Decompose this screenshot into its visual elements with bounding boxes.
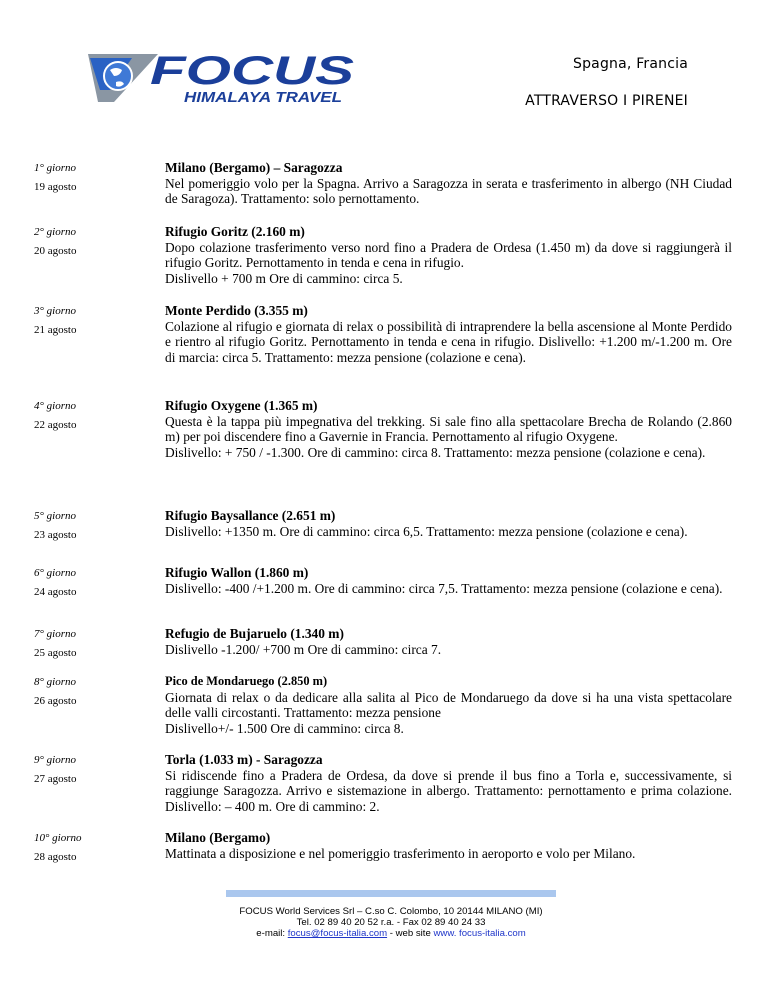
footer xyxy=(226,890,556,939)
day-date: 26 agosto xyxy=(34,695,77,707)
day-date: 24 agosto xyxy=(34,586,77,598)
day-text: Dopo colazione trasferimento verso nord fino a Pradera de Ordesa (1.450 m) da dove si raggiungerà il rifugio Goritz. Pernottamento in tenda e cena in rifugio. xyxy=(165,239,732,271)
day-number: 6° giorno xyxy=(34,567,76,579)
day-title: Torla (1.033 m) - Saragozza xyxy=(165,752,323,767)
header-country: Spagna, Francia xyxy=(573,56,688,72)
day-number: 7° giorno xyxy=(34,628,76,640)
day-title: Rifugio Goritz (2.160 m) xyxy=(165,224,305,239)
day-date: 19 agosto xyxy=(34,181,77,193)
day-number: 8° giorno xyxy=(34,676,76,688)
day-text: Dislivello: + 750 / -1.300. Ore di cammino: circa 8. Trattamento: mezza pensione (colazione e cena). xyxy=(165,444,706,460)
footer-web-label: - web site xyxy=(387,928,434,939)
day-number: 10° giorno xyxy=(34,832,82,844)
day-date: 23 agosto xyxy=(34,529,77,541)
day-text: Mattinata a disposizione e nel pomeriggio trasferimento in aeroporto e volo per Milano. xyxy=(165,845,636,861)
day-text: Dislivello + 700 m Ore di cammino: circa 5. xyxy=(165,270,403,286)
day-text: Dislivello: -400 /+1.200 m. Ore di cammino: circa 7,5. Trattamento: mezza pensione (colazione e cena). xyxy=(165,580,723,596)
day-number: 3° giorno xyxy=(34,305,76,317)
day-text: Colazione al rifugio e giornata di relax o possibilità di intraprendere la bella ascensione al Monte Perdido e rientro al rifugio Goritz. Pernottamento in tenda e cena in rifugio. Dislivello: +1.200 m/-1.200 m. Ore di marcia: circa 5. Trattamento: mezza pensione (colazione e cena). xyxy=(165,318,732,365)
footer-bar xyxy=(226,890,556,897)
day-title: Rifugio Wallon (1.860 m) xyxy=(165,565,309,580)
day-text: Dislivello -1.200/ +700 m Ore di cammino: circa 7. xyxy=(165,641,442,657)
day-title: Pico de Mondaruego (2.850 m) xyxy=(165,674,328,688)
day-number: 5° giorno xyxy=(34,510,76,522)
footer-contacts xyxy=(226,928,556,939)
day-number: 4° giorno xyxy=(34,400,76,412)
logo-himalaya-travel-text: HIMALAYA TRAVEL xyxy=(184,89,342,106)
day-number: 9° giorno xyxy=(34,754,76,766)
day-date: 28 agosto xyxy=(34,851,77,863)
day-date: 22 agosto xyxy=(34,419,77,431)
day-date: 21 agosto xyxy=(34,324,77,336)
footer-web-link[interactable]: www. focus-italia.com xyxy=(433,928,526,939)
day-number: 1° giorno xyxy=(34,162,76,174)
footer-address: FOCUS World Services Srl – C.so C. Colombo, 10 20144 MILANO (MI) xyxy=(239,906,543,917)
day-date: 20 agosto xyxy=(34,245,77,257)
day-text: Dislivello+/- 1.500 Ore di cammino: circa 8. xyxy=(165,720,404,736)
day-title: Rifugio Oxygene (1.365 m) xyxy=(165,398,318,413)
footer-email-link[interactable]: focus@focus-italia.com xyxy=(287,928,388,939)
day-text: Questa è la tappa più impegnativa del trekking. Si sale fino alla spettacolare Brecha de Rolando (2.860 m) per poi discendere fino a Gavernie in Francia. Pernottamento al rifugio Oxygene. xyxy=(165,413,732,445)
day-date: 27 agosto xyxy=(34,773,77,785)
header-title: ATTRAVERSO I PIRENEI xyxy=(525,93,688,109)
focus-himalaya-travel-logo xyxy=(88,50,360,106)
day-title: Rifugio Baysallance (2.651 m) xyxy=(165,508,336,523)
day-title: Monte Perdido (3.355 m) xyxy=(165,303,308,318)
day-text: Dislivello: +1350 m. Ore di cammino: circa 6,5. Trattamento: mezza pensione (colazione e cena). xyxy=(165,523,688,539)
day-title: Milano (Bergamo) – Saragozza xyxy=(165,160,343,175)
day-title: Refugio de Bujaruelo (1.340 m) xyxy=(165,626,344,641)
day-title: Milano (Bergamo) xyxy=(165,830,271,845)
footer-email-label: e-mail: xyxy=(256,928,288,939)
day-text: Giornata di relax o da dedicare alla salita al Pico de Mondaruego da dove si ha una vista spettacolare delle valli circostanti. Trattamento: mezza pensione xyxy=(165,689,732,721)
day-date: 25 agosto xyxy=(34,647,77,659)
day-number: 2° giorno xyxy=(34,226,76,238)
day-text: Nel pomeriggio volo per la Spagna. Arrivo a Saragozza in serata e trasferimento in albergo (NH Ciudad de Saragoza). Trattamento: solo pernottamento. xyxy=(165,175,732,207)
day-text: Si ridiscende fino a Pradera de Ordesa, da dove si prende il bus fino a Torla e, successivamente, si raggiunge Saragozza. Arrivo e sistemazione in albergo. Trattamento: pernottamento e prima colazione. Dislivello: – 400 m. Ore di cammino: 2. xyxy=(165,767,732,814)
footer-phone: Tel. 02 89 40 20 52 r.a. - Fax 02 89 40 24 33 xyxy=(296,917,486,928)
logo-focus-text: FOCUS xyxy=(150,50,355,93)
